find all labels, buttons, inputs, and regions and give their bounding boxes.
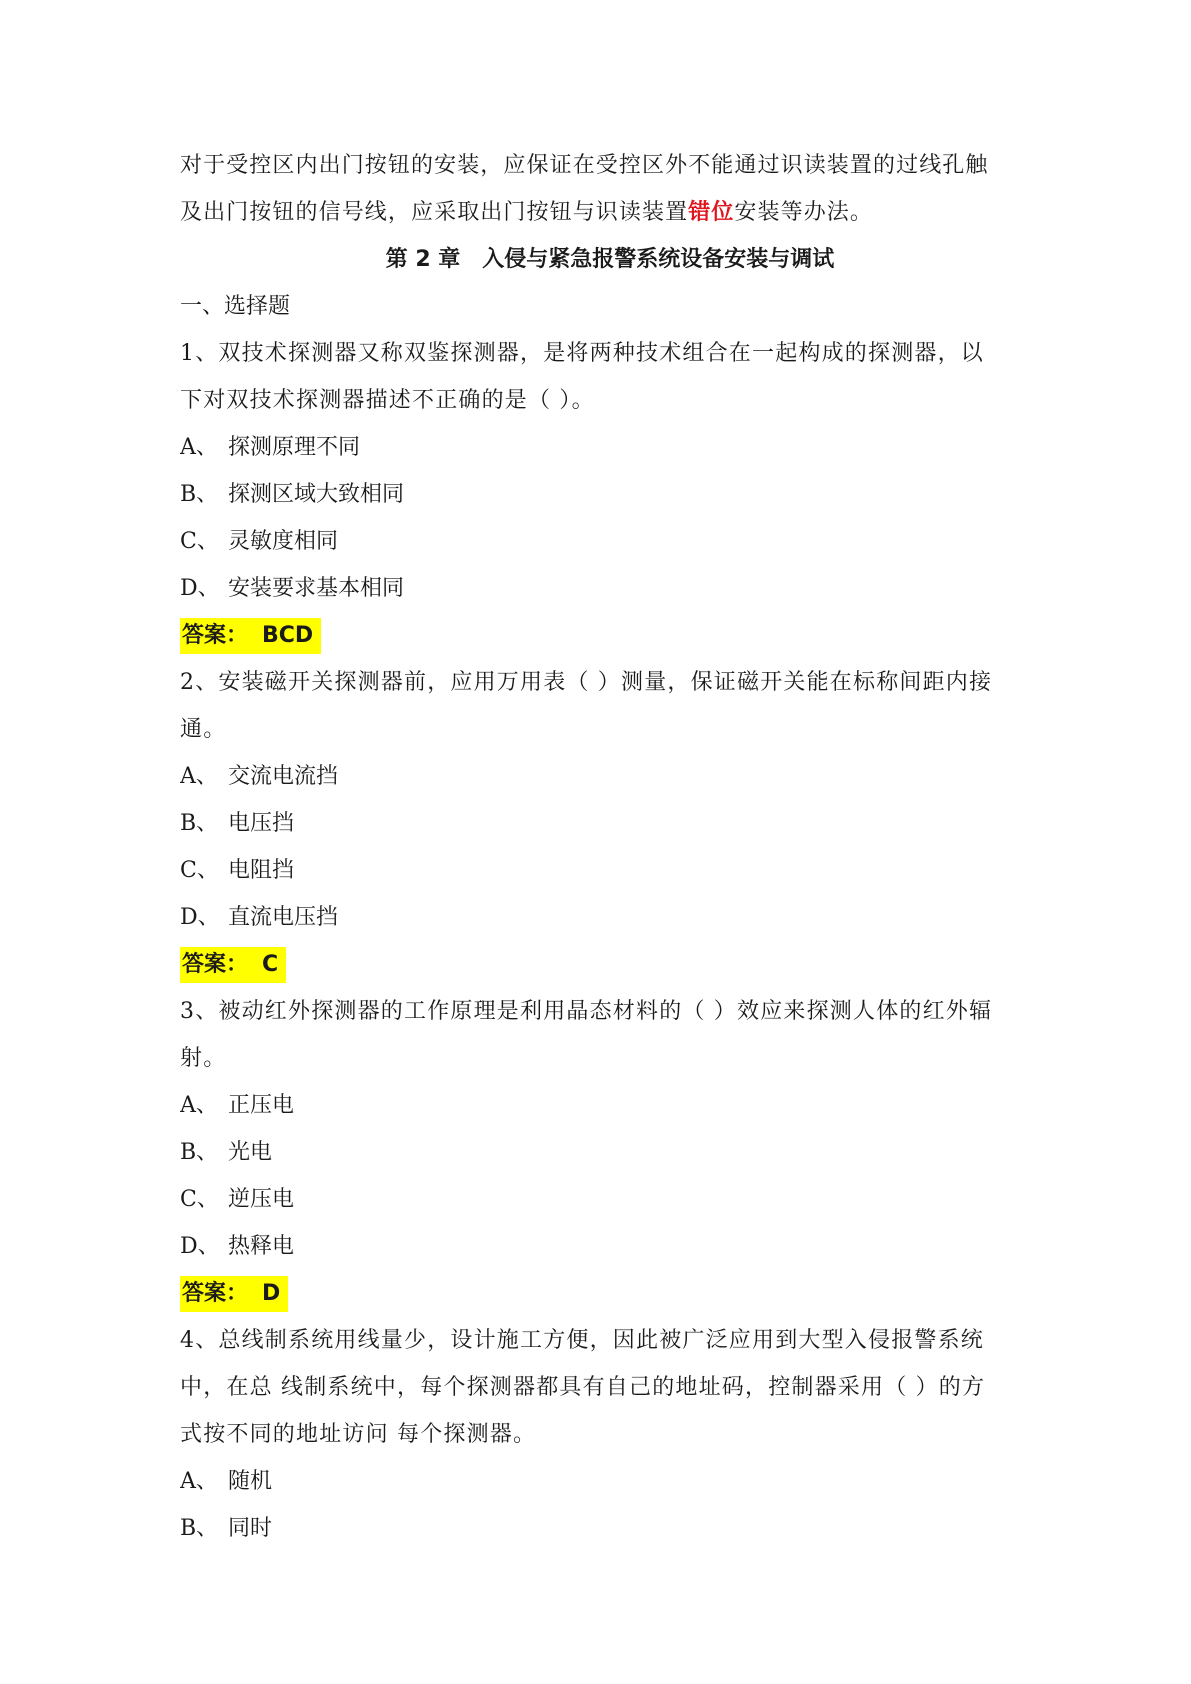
question-block [180,659,1020,988]
option-letter: A、 [180,1093,218,1118]
answer-line [180,1270,1020,1317]
option-text: 逆压电 [228,1187,295,1212]
option-letter: D、 [180,905,220,930]
question-option [180,800,1020,847]
option-letter: B、 [180,1516,219,1541]
option-letter: B、 [180,1140,219,1165]
option-text: 探测区域大致相同 [228,482,405,507]
question-list [180,330,1020,1552]
section-title: 一、选择题 [180,294,291,319]
option-letter: B、 [180,482,219,507]
chapter-title: 第 2 章 入侵与紧急报警系统设备安装与调试 [385,247,835,272]
intro-text-before: 及出门按钮的信号线，应采取出门按钮与识读装置 [180,200,689,225]
question-option [180,471,1020,518]
question-option [180,1505,1020,1552]
question-text-line: 3、被动红外探测器的工作原理是利用晶态材料的（ ）效应来探测人体的红外辐 [180,999,993,1024]
answer-value: D [262,1281,281,1306]
document-page [180,142,1020,1552]
question-option [180,424,1020,471]
answer-value: C [262,952,279,977]
answer-line [180,941,1020,988]
intro-line-1: 对于受控区内出门按钮的安装，应保证在受控区外不能通过识读装置的过线孔触 [180,153,989,178]
option-letter: A、 [180,764,218,789]
question-option [180,1458,1020,1505]
option-letter: D、 [180,1234,220,1259]
option-text: 随机 [228,1469,273,1494]
option-letter: A、 [180,435,218,460]
highlight-term: 错位 [688,200,735,225]
option-text: 光电 [228,1140,273,1165]
question-text-line: 2、安装磁开关探测器前，应用万用表（ ）测量，保证磁开关能在标称间距内接 [180,670,993,695]
answer-highlight [180,1276,288,1312]
option-text: 直流电压挡 [228,905,339,930]
option-text: 电阻挡 [228,858,295,883]
question-text-line: 通。 [180,717,227,742]
option-letter: C、 [180,1187,219,1212]
answer-line [180,612,1020,659]
question-text-line: 式按不同的地址访问 每个探测器。 [180,1422,537,1447]
question-option [180,518,1020,565]
question-option [180,894,1020,941]
option-text: 灵敏度相同 [228,529,339,554]
question-option [180,1223,1020,1270]
question-option [180,1129,1020,1176]
answer-label: 答案： [182,623,249,648]
question-option [180,565,1020,612]
option-text: 电压挡 [228,811,295,836]
question-text-line: 下对双技术探测器描述不正确的是（ ）。 [180,388,595,413]
question-option [180,1082,1020,1129]
answer-label: 答案： [182,952,249,977]
question-block [180,988,1020,1317]
question-text-line: 4、总线制系统用线量少，设计施工方便，因此被广泛应用到大型入侵报警系统 [180,1328,984,1353]
option-text: 热释电 [228,1234,295,1259]
answer-value: BCD [262,623,314,648]
option-letter: B、 [180,811,219,836]
question-text-line: 中，在总 线制系统中，每个探测器都具有自己的地址码，控制器采用（ ）的方 [180,1375,986,1400]
option-text: 交流电流挡 [228,764,339,789]
option-text: 同时 [228,1516,273,1541]
question-option [180,753,1020,800]
option-text: 正压电 [228,1093,295,1118]
question-text-line: 射。 [180,1046,227,1071]
answer-highlight [180,618,321,654]
question-block [180,330,1020,659]
intro-text-after: 安装等办法。 [734,200,874,225]
answer-highlight [180,947,286,983]
question-option [180,1176,1020,1223]
option-text: 安装要求基本相同 [228,576,405,601]
answer-label: 答案： [182,1281,249,1306]
option-text: 探测原理不同 [228,435,361,460]
option-letter: C、 [180,529,219,554]
question-option [180,847,1020,894]
option-letter: C、 [180,858,219,883]
option-letter: A、 [180,1469,218,1494]
question-block [180,1317,1020,1552]
question-text-line: 1、双技术探测器又称双鉴探测器，是将两种技术组合在一起构成的探测器，以 [180,341,984,366]
option-letter: D、 [180,576,220,601]
intro-line-2 [180,189,1020,236]
